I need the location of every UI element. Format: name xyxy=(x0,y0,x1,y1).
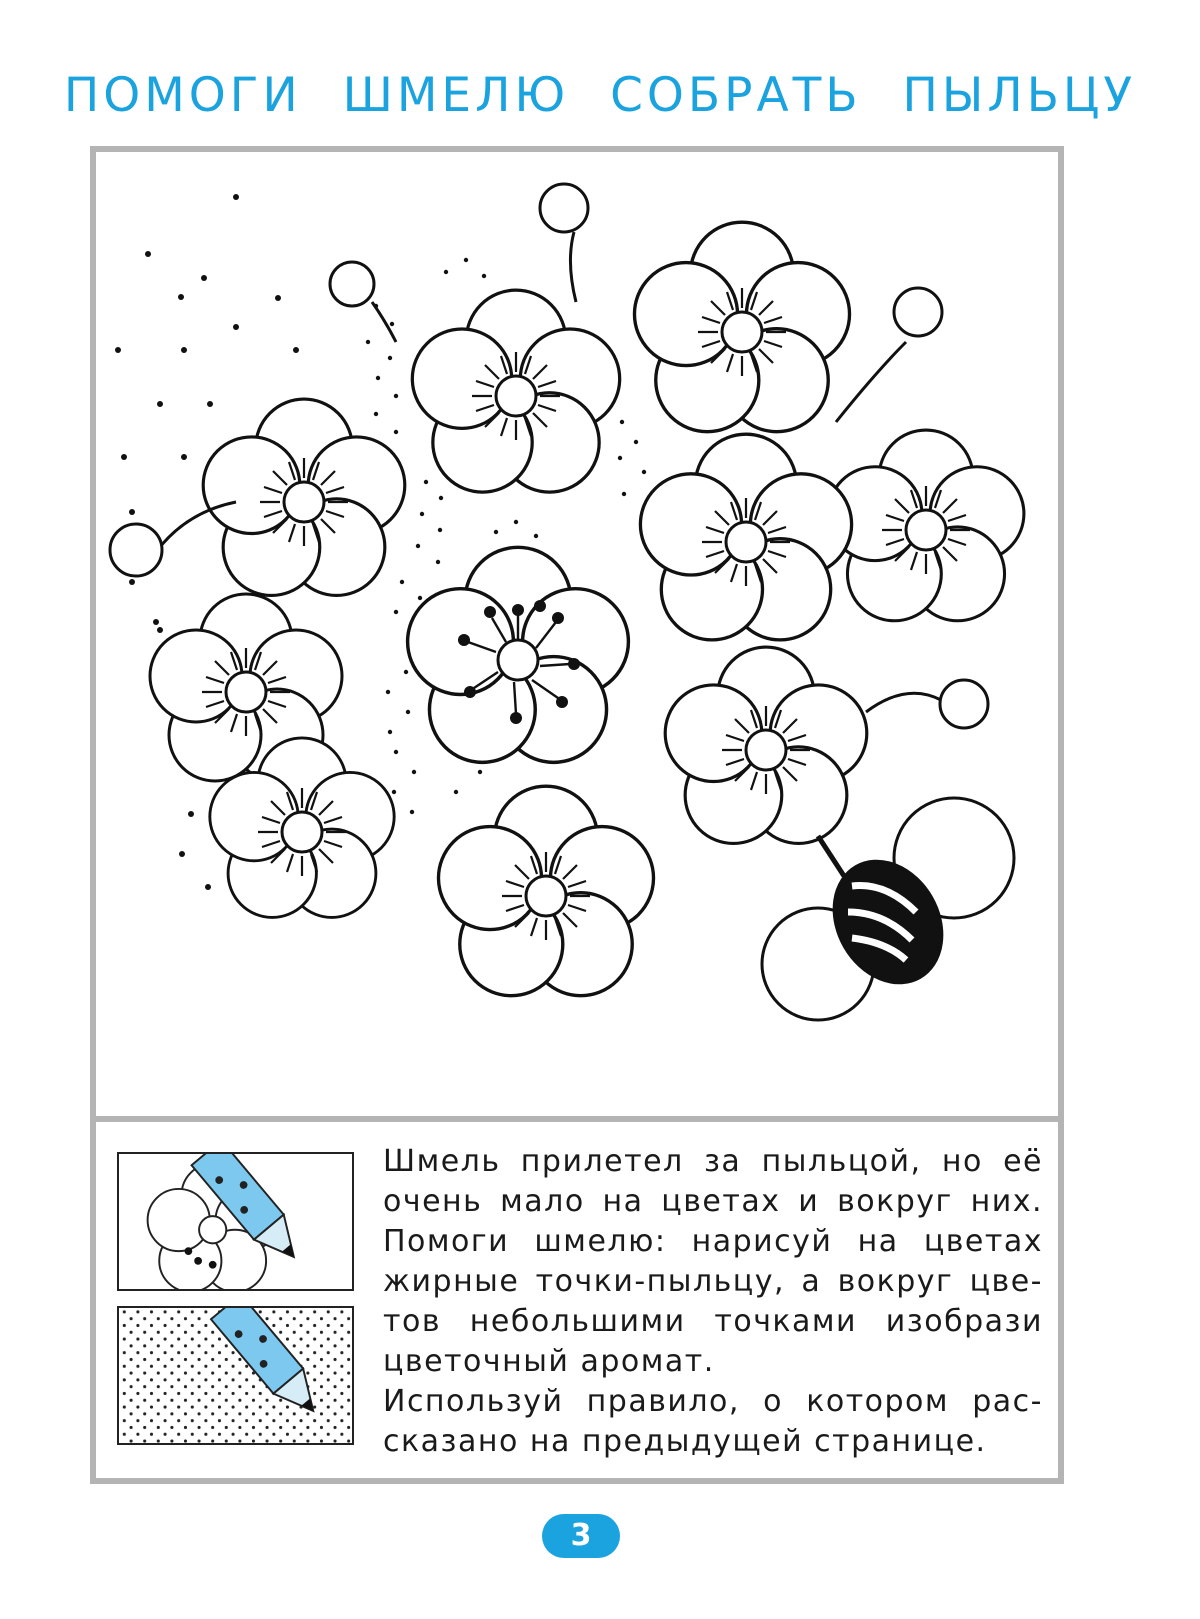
instruction-line: Используй правило, о котором рас- xyxy=(383,1384,1043,1419)
instruction-line: Шмель прилетел за пыльцой, но её xyxy=(383,1144,1043,1179)
page-number: 3 xyxy=(542,1514,620,1558)
instruction-line: тов небольшими точками изобрази xyxy=(383,1304,1043,1339)
example-aroma-dots xyxy=(117,1306,354,1445)
instruction-line: цветочный аромат. xyxy=(383,1344,715,1379)
instructions-text xyxy=(383,1142,1043,1462)
page-title: ПОМОГИ ШМЕЛЮ СОБРАТЬ ПЫЛЬЦУ xyxy=(63,68,1137,123)
example-flower-pollen xyxy=(117,1152,354,1291)
frame-divider xyxy=(90,1116,1064,1122)
instruction-line: Помоги шмелю: нарисуй на цветах xyxy=(383,1224,1043,1259)
instruction-line: очень мало на цветах и вокруг них. xyxy=(383,1184,1043,1219)
instruction-line: жирные точки-пыльцу, а вокруг цве- xyxy=(383,1264,1043,1299)
flowers-illustration xyxy=(96,152,1058,1116)
instruction-line: сказано на предыдущей странице. xyxy=(383,1424,987,1459)
